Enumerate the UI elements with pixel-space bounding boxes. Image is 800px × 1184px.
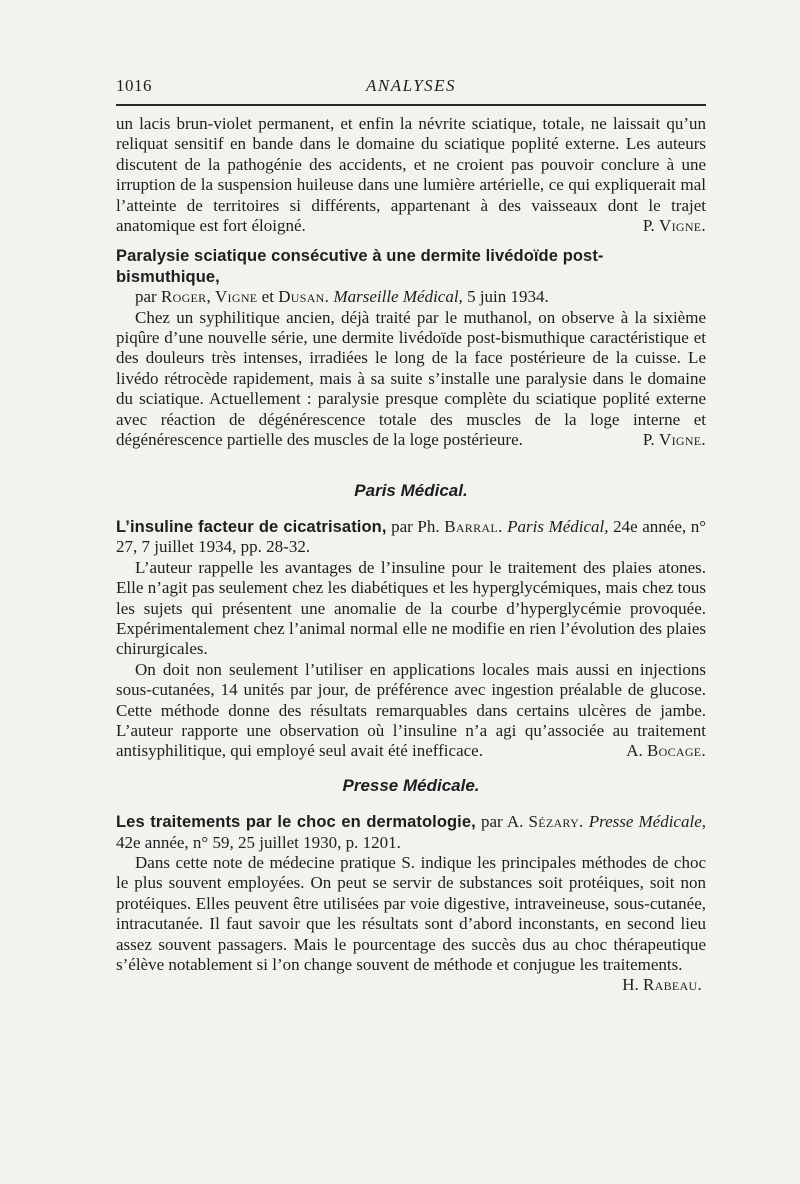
- article3-journal: Presse Médicale,: [588, 812, 706, 832]
- article3-paragraph: Dans cette note de médecine pratique S. indique les principales méthodes de choc le plus souvent employées. On peut se servir de substances soit protéiques, soit non protéiques. Elles peuvent être utilisées par voie digestive, intraveineuse, sous-cutanée, intracutanée. Il faut savoir que les résultats sont d’abord inconstants, en second lieu assez souvent passagers. Mais le pourcentage des succès dus au choc thérapeutique s’élève notablement si l’on change souvent de méthode et conjugue les traitements.: [116, 853, 706, 975]
- page-body: [116, 114, 706, 996]
- article1-heading: [116, 246, 706, 287]
- page-header: [116, 76, 706, 104]
- article1-author1: Roger: [160, 287, 207, 307]
- article3-author: Sézary.: [528, 812, 584, 832]
- article3-citation: 42e année, n° 59, 25 juillet 1930, p. 1201.: [116, 832, 401, 852]
- article1-title: Paralysie sciatique consécutive à une dermite livédoïde post-bismuthique,: [116, 247, 604, 286]
- article1-date: 5 juin 1934.: [467, 287, 549, 307]
- intro-signature: P. Vigne.: [642, 216, 706, 236]
- article2-author: Barral.: [444, 516, 503, 536]
- article2-signature: A. Bocage.: [626, 741, 706, 761]
- article2-paragraph-2: On doit non seulement l’utiliser en applications locales mais aussi en injections sous-cutanées, 14 unités par jour, de préférence avec ingestion préalable de glucose. Cette méthode donne des résultats remarquables dans certains ulcères de jambe. L’auteur rapporte une observation où l’insuline n’a agi qu’associée au traitement antisyphilitique, qui employé seul avait été inefficace. A. Bocage.: [116, 659, 706, 761]
- article1-author3: Dusan.: [278, 287, 330, 307]
- header-rule: [116, 104, 706, 106]
- section-heading-presse-medicale: Presse Médicale.: [342, 775, 480, 795]
- intro-paragraph: [116, 114, 706, 236]
- article3-signature: H. Rabeau.: [622, 975, 702, 995]
- article2-title: L’insuline facteur de cicatrisation,: [116, 517, 387, 536]
- article1-journal: Marseille Médical,: [333, 287, 463, 307]
- article1-author2: Vigne: [214, 287, 258, 307]
- article1-paragraph: Chez un syphilitique ancien, déjà traité par le muthanol, on observe à la sixième piqûre d’une nouvelle série, une dermite livédoïde post-bismuthique caractéristique et des douleurs très intenses, irradiées le long de la face postérieure de la cuisse. Le livédo rétrocède rapidement, mais à sa suite s’installe une paralysie dans le domaine du sciatique. Actuellement : paralysie presque complète du sciatique poplité externe avec réaction de dégénérescence totale des muscles de la loge interne et dégénérescence partielle des muscles de la loge postérieure. P. Vigne.: [116, 307, 706, 450]
- article3-title: Les traitements par le choc en dermatologie,: [116, 813, 476, 832]
- section-heading-paris-medical: Paris Médical.: [354, 480, 468, 500]
- article1-citation: par Roger, Vigne et Dusan. Marseille Médical, 5 juin 1934.: [135, 287, 549, 307]
- article1-signature: P. Vigne.: [642, 430, 706, 450]
- article3-heading: Les traitements par le choc en dermatologie, par A. Sézary. Presse Médicale, 42e année, n° 59, 25 juillet 1930, p. 1201.: [116, 812, 706, 852]
- article2-heading: L’insuline facteur de cicatrisation, par Ph. Barral. Paris Médical, 24e année, n° 27, 7 juillet 1934, pp. 28-32.: [116, 516, 707, 557]
- article2-journal: Paris Médical,: [507, 516, 609, 536]
- article2-citation: 24e année, n° 27, 7 juillet 1934, pp. 28-32.: [116, 516, 707, 557]
- page-number: 1016: [116, 76, 152, 95]
- intro-text: un lacis brun-violet permanent, et enfin la névrite sciatique, totale, ne laissait qu’un reliquat sensitif en bande dans le domaine du sciatique poplité externe. Les auteurs discutent de la pathogénie des accidents, et ne croient pas pouvoir conclure à une irruption de la suspension huileuse dans une lumière artérielle, ce qui expliquerait mal l’atteinte de territoires si différents, appartenant à des vaisseaux dont le trajet anatomique est fort éloigné.: [116, 114, 706, 236]
- running-head: ANALYSES: [365, 76, 457, 95]
- article2-paragraph-1: L’auteur rappelle les avantages de l’insuline pour le traitement des plaies atones. Elle n’agit pas seulement chez les diabétiques et les hyperglycémiques, mais chez tous les sujets qui présentent une anomalie de la courbe d’hyperglycémie provoquée. Expérimentalement chez l’animal normal elle ne modifie en rien l’évolution des plaies chirurgicales.: [116, 557, 706, 659]
